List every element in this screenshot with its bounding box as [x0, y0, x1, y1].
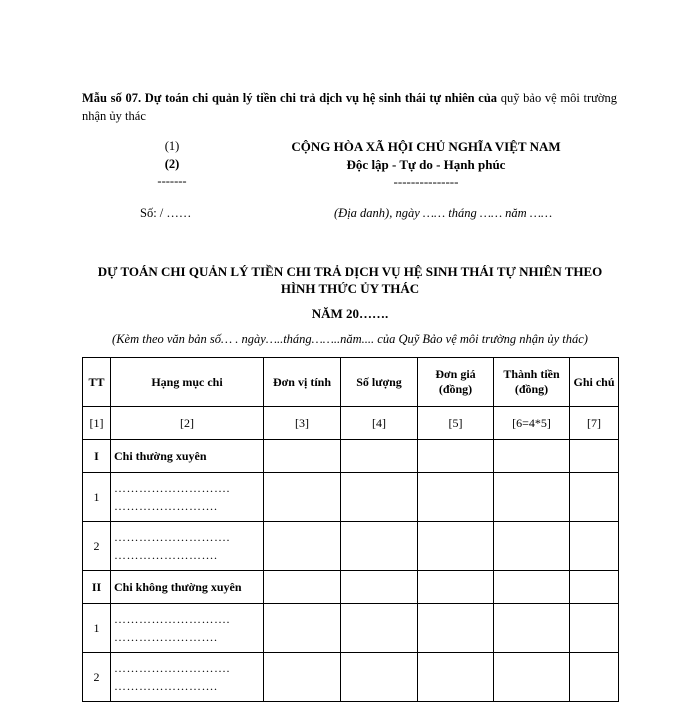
empty-cell [494, 571, 570, 604]
item-placeholder [111, 653, 264, 702]
index-cell: [4] [341, 407, 418, 440]
empty-cell [418, 522, 494, 571]
section-label: Chi thường xuyên [111, 440, 264, 473]
index-cell: [1] [83, 407, 111, 440]
attachment-note: (Kèm theo văn bản số… . ngày…..tháng……..năm.... của Quỹ Bảo vệ môi trường nhận ủy thác) [112, 332, 588, 346]
section-label: Chi không thường xuyên [111, 571, 264, 604]
col-header-amount: Thành tiền (đồng) [494, 358, 570, 407]
row-number: 1 [83, 473, 111, 522]
section-number: II [83, 571, 111, 604]
empty-cell [264, 522, 341, 571]
empty-cell [494, 440, 570, 473]
dots-line: ……………………. [114, 499, 218, 513]
budget-table [82, 357, 619, 702]
section-row-nonrecurring [83, 571, 619, 604]
dots-line: ……………………. [114, 679, 218, 693]
empty-cell [341, 522, 418, 571]
section-number: I [83, 440, 111, 473]
form-caption-bold: Mẫu số 07. Dự toán chi quản lý tiền chi trả dịch vụ hệ sinh thái tự nhiên của [82, 91, 498, 105]
empty-cell [264, 473, 341, 522]
table-row [83, 522, 619, 571]
form-caption-normal: quỹ bảo vệ môi trường nhận ủy thác [82, 91, 618, 123]
empty-cell [570, 604, 619, 653]
header-right-rule: --------------- [393, 174, 459, 189]
empty-cell [264, 604, 341, 653]
table-header-row [83, 358, 619, 407]
col-header-note: Ghi chú [570, 358, 619, 407]
empty-cell [418, 571, 494, 604]
dots-line: ………………………. [114, 481, 230, 495]
empty-cell [341, 571, 418, 604]
document-title-line2: HÌNH THỨC ỦY THÁC [280, 281, 420, 296]
empty-cell [570, 440, 619, 473]
empty-cell [341, 473, 418, 522]
empty-cell [418, 440, 494, 473]
index-cell: [7] [570, 407, 619, 440]
table-row [83, 604, 619, 653]
empty-cell [570, 571, 619, 604]
dots-line: ………………………. [114, 530, 230, 544]
col-header-quantity: Số lượng [341, 358, 418, 407]
empty-cell [341, 440, 418, 473]
empty-cell [341, 653, 418, 702]
table-row [83, 473, 619, 522]
empty-cell [570, 653, 619, 702]
row-number: 2 [83, 522, 111, 571]
section-row-recurring [83, 440, 619, 473]
empty-cell [418, 653, 494, 702]
nation-name: CỘNG HÒA XÃ HỘI CHỦ NGHĨA VIỆT NAM [291, 139, 561, 154]
empty-cell [341, 604, 418, 653]
row-number: 1 [83, 604, 111, 653]
document-year: NĂM 20……. [311, 306, 389, 321]
col-header-unit: Đơn vị tính [264, 358, 341, 407]
header-left-2: (2) [164, 157, 180, 171]
header-left-rule: ------- [157, 174, 187, 188]
item-placeholder [111, 522, 264, 571]
empty-cell [494, 653, 570, 702]
empty-cell [264, 571, 341, 604]
col-header-unit-price: Đơn giá (đồng) [418, 358, 494, 407]
table-row [83, 653, 619, 702]
dots-line: ………………………. [114, 612, 230, 626]
empty-cell [570, 473, 619, 522]
form-caption [82, 89, 617, 125]
dots-line: ……………………. [114, 548, 218, 562]
empty-cell [264, 440, 341, 473]
empty-cell [494, 604, 570, 653]
document-number: Số: / …… [140, 206, 192, 220]
index-cell: [2] [111, 407, 264, 440]
item-placeholder [111, 473, 264, 522]
empty-cell [418, 604, 494, 653]
empty-cell [570, 522, 619, 571]
empty-cell [418, 473, 494, 522]
empty-cell [494, 522, 570, 571]
index-cell: [3] [264, 407, 341, 440]
document-title-line1: DỰ TOÁN CHI QUẢN LÝ TIỀN CHI TRẢ DỊCH VỤ HỆ SINH THÁI TỰ NHIÊN THEO [97, 264, 603, 279]
table-index-row [83, 407, 619, 440]
col-header-item: Hạng mục chi [111, 358, 264, 407]
empty-cell [494, 473, 570, 522]
empty-cell [264, 653, 341, 702]
index-cell: [6=4*5] [494, 407, 570, 440]
dots-line: ………………………. [114, 661, 230, 675]
row-number: 2 [83, 653, 111, 702]
dots-line: ……………………. [114, 630, 218, 644]
national-motto: Độc lập - Tự do - Hạnh phúc [346, 157, 506, 172]
index-cell: [5] [418, 407, 494, 440]
header-left-1: (1) [164, 139, 180, 153]
col-header-tt: TT [83, 358, 111, 407]
place-date-line: (Địa danh), ngày …… tháng …… năm …… [334, 206, 553, 220]
item-placeholder [111, 604, 264, 653]
